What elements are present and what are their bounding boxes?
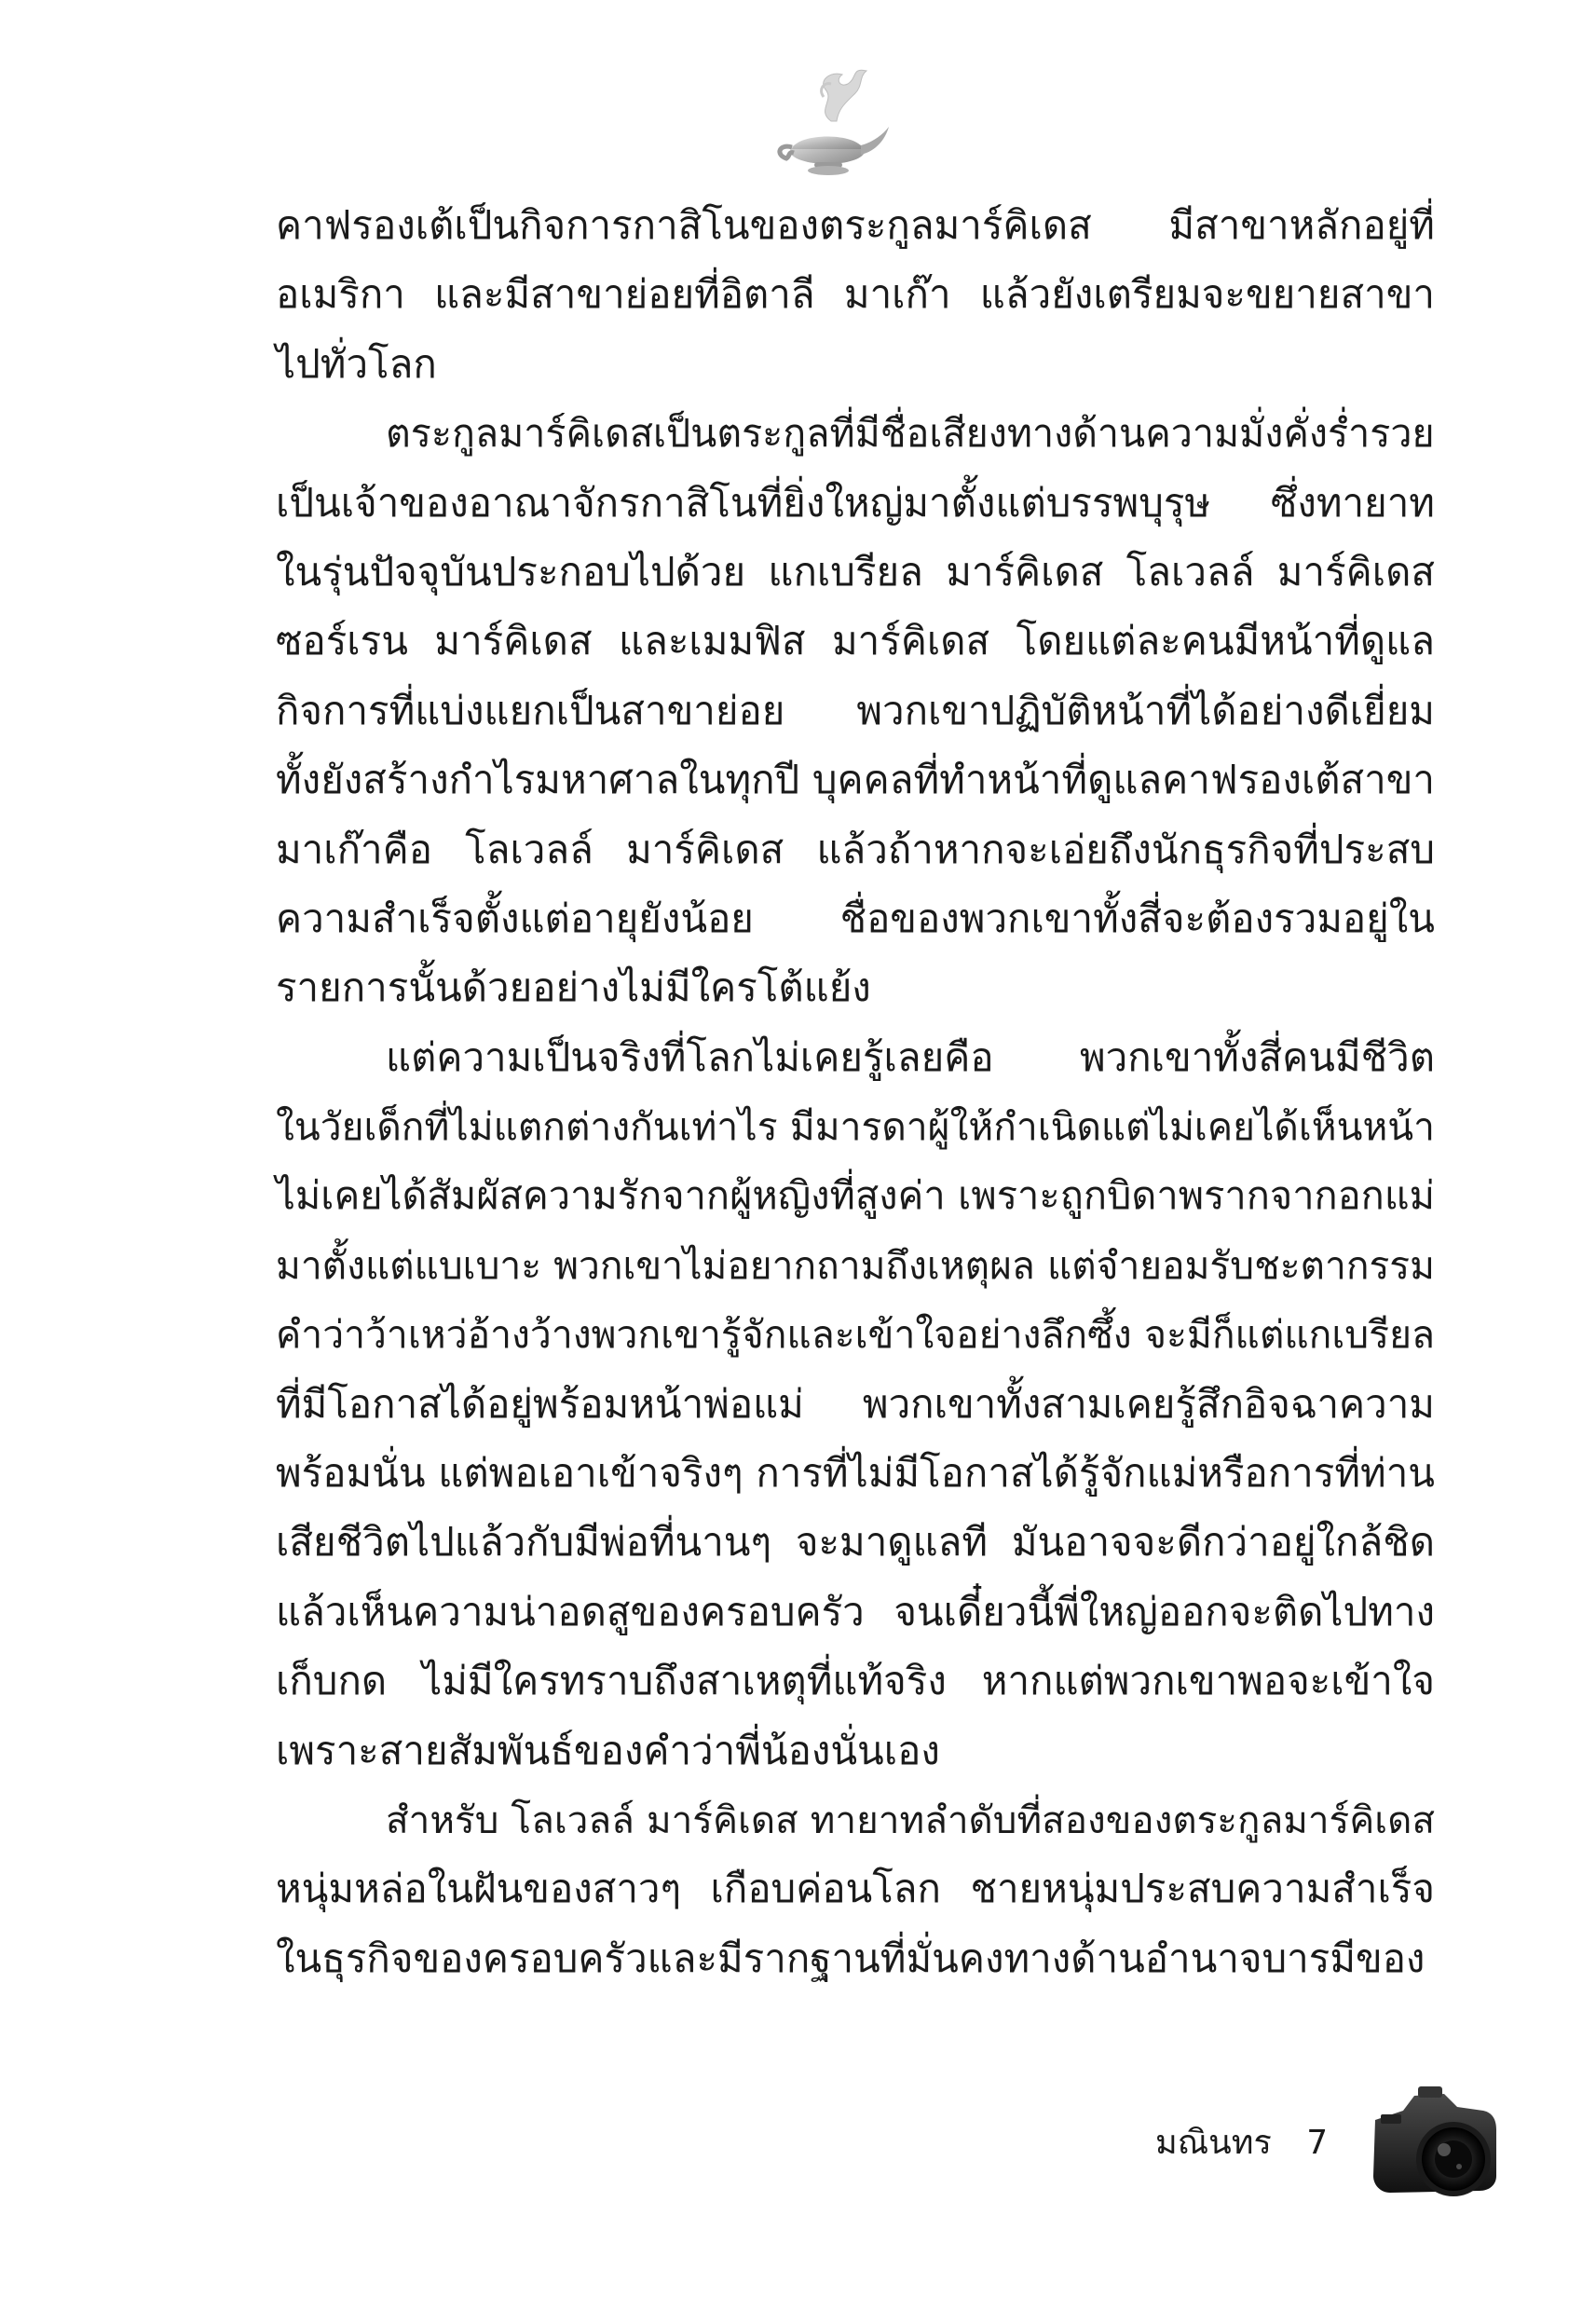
text-line: ไปทั่วโลก bbox=[276, 340, 437, 387]
text-line: ซอร์เรน มาร์คิเดส และเมมฟิส มาร์คิเดส โดยแต่ละคนมีหน้าที่ดูแล bbox=[276, 618, 1435, 664]
text-line: สำหรับ โลเวลล์ มาร์คิเดส ทายาทลำดับที่สองของตระกูลมาร์คิเดส bbox=[386, 1797, 1435, 1842]
text-line: รายการนั้นด้วยอย่างไม่มีใครโต้แย้ง bbox=[276, 964, 871, 1011]
page-number: 7 bbox=[1306, 2124, 1329, 2162]
text-line: เป็นเจ้าของอาณาจักรกาสิโนที่ยิ่งใหญ่มาตั้งแต่บรรพบุรุษ ซึ่งทายาท bbox=[276, 479, 1435, 526]
text-line: ไม่เคยได้สัมผัสความรักจากผู้หญิงที่สูงค่า เพราะถูกบิดาพรากจากอกแม่ bbox=[276, 1172, 1435, 1219]
text-line: พร้อมนั่น แต่พอเอาเข้าจริงๆ การที่ไม่มีโอกาสได้รู้จักแม่หรือการที่ท่าน bbox=[276, 1450, 1435, 1497]
text-line: ความสำเร็จตั้งแต่อายุยังน้อย ชื่อของพวกเขาทั้งสี่จะต้องรวมอยู่ใน bbox=[276, 895, 1435, 941]
genie-lamp-icon bbox=[770, 65, 891, 177]
text-line: ตระกูลมาร์คิเดสเป็นตระกูลที่มีชื่อเสียงทางด้านความมั่งคั่งร่ำรวย bbox=[386, 411, 1435, 457]
text-line: แล้วเห็นความน่าอดสูของครอบครัว จนเดี๋ยวนี้พี่ใหญ่ออกจะติดไปทาง bbox=[276, 1588, 1435, 1634]
camera-icon bbox=[1368, 2083, 1507, 2204]
page-footer bbox=[1155, 2115, 1328, 2168]
text-line: ทั้งยังสร้างกำไรมหาศาลในทุกปี บุคคลที่ทำหน้าที่ดูแลคาฟรองเต้สาขา bbox=[276, 757, 1435, 803]
running-title: มณินทร bbox=[1155, 2124, 1272, 2162]
text-line: ที่มีโอกาสได้อยู่พร้อมหน้าพ่อแม่ พวกเขาทั้งสามเคยรู้สึกอิจฉาความ bbox=[276, 1380, 1435, 1427]
text-line: เพราะสายสัมพันธ์ของคำว่าพี่น้องนั่นเอง bbox=[276, 1727, 940, 1773]
text-line: อเมริกา และมีสาขาย่อยที่อิตาลี มาเก๊า แล้วยังเตรียมจะขยายสาขา bbox=[276, 271, 1435, 318]
text-line: เก็บกด ไม่มีใครทราบถึงสาเหตุที่แท้จริง หากแต่พวกเขาพอจะเข้าใจ bbox=[276, 1658, 1435, 1704]
text-line: กิจการที่แบ่งแยกเป็นสาขาย่อย พวกเขาปฏิบัติหน้าที่ได้อย่างดีเยี่ยม bbox=[276, 687, 1435, 733]
text-line: ในรุ่นปัจจุบันประกอบไปด้วย แกเบรียล มาร์คิเดส โลเวลล์ มาร์คิเดส bbox=[276, 548, 1435, 595]
text-line: เสียชีวิตไปแล้วกับมีพ่อที่นานๆ จะมาดูแลที มันอาจจะดีกว่าอยู่ใกล้ชิด bbox=[276, 1519, 1435, 1566]
text-line: หนุ่มหล่อในฝันของสาวๆ เกือบค่อนโลก ชายหนุ่มประสบความสำเร็จ bbox=[276, 1866, 1435, 1912]
text-line: ในวัยเด็กที่ไม่แตกต่างกันเท่าไร มีมารดาผู้ให้กำเนิดแต่ไม่เคยได้เห็นหน้า bbox=[276, 1104, 1435, 1150]
text-line: มาตั้งแต่แบเบาะ พวกเขาไม่อยากถามถึงเหตุผล แต่จำยอมรับชะตากรรม bbox=[276, 1242, 1435, 1288]
text-line: คำว่าว้าเหว่อ้างว้างพวกเขารู้จักและเข้าใจอย่างลึกซึ้ง จะมีก็แต่แกเบรียล bbox=[276, 1312, 1435, 1358]
body-text bbox=[276, 191, 1435, 1993]
text-line: คาฟรองเต้เป็นกิจการกาสิโนของตระกูลมาร์คิเดส มีสาขาหลักอยู่ที่ bbox=[276, 202, 1435, 248]
text-line: มาเก๊าคือ โลเวลล์ มาร์คิเดส แล้วถ้าหากจะเอ่ยถึงนักธุรกิจที่ประสบ bbox=[276, 826, 1435, 872]
text-line: แต่ความเป็นจริงที่โลกไม่เคยรู้เลยคือ พวกเขาทั้งสี่คนมีชีวิต bbox=[386, 1033, 1435, 1080]
text-line: ในธุรกิจของครอบครัวและมีรากฐานที่มั่นคงทางด้านอำนาจบารมีของ bbox=[276, 1935, 1425, 1981]
